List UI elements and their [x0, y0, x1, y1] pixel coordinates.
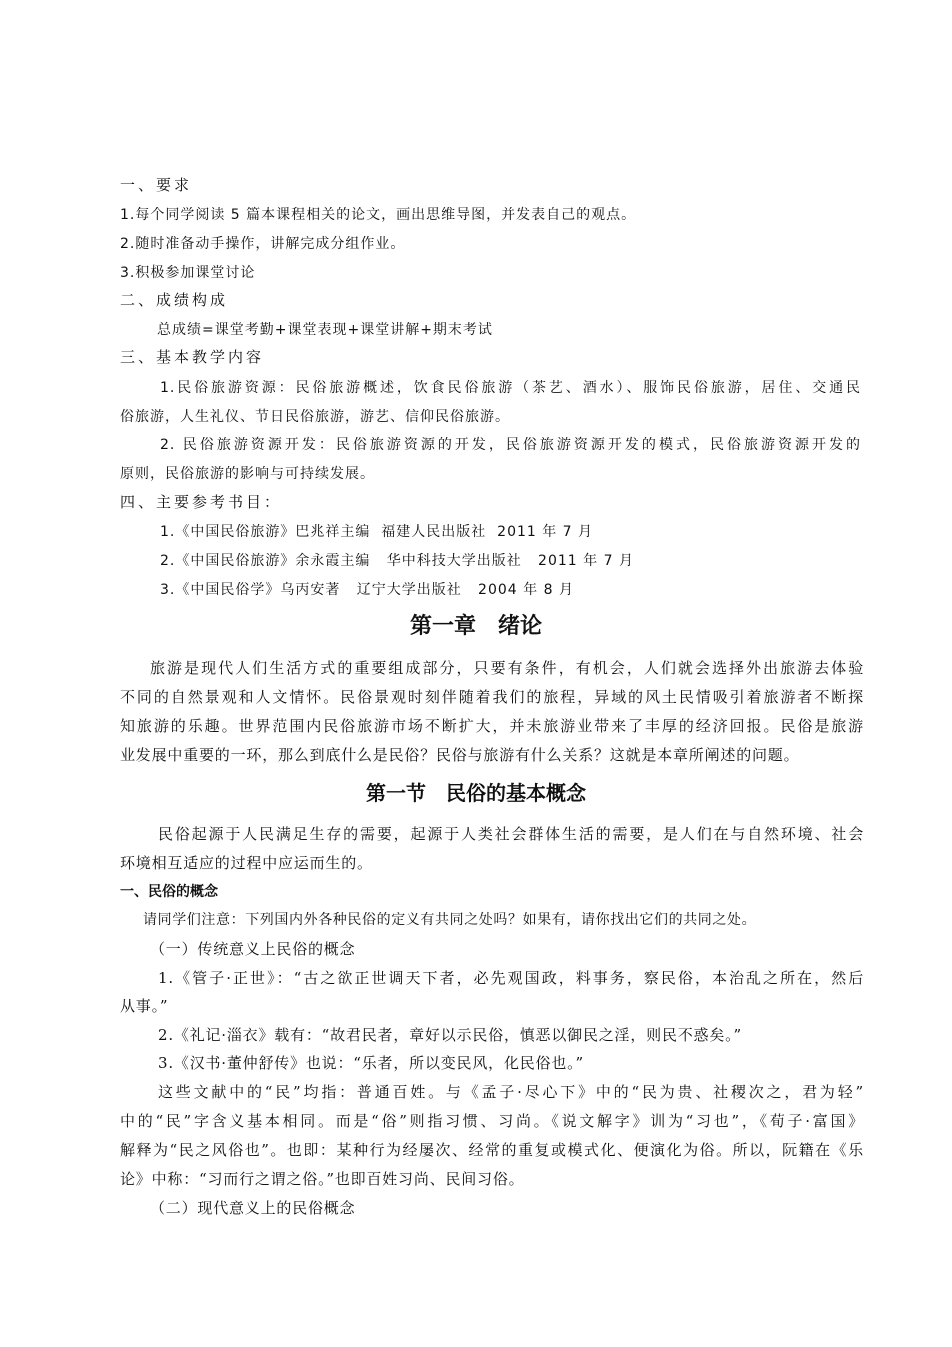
section-intro-line: 民俗起源于人民满足生存的需要，起源于人类社会群体生活的需要，是人们在与自然环境、社会 — [158, 825, 864, 843]
explanation-line: 中的“民”字含义基本相同。而是“俗”则指习惯、习尚。《说文解字》训为“习也”，《荀子·富国》 — [120, 1112, 864, 1130]
requirement-item: 3.积极参加课堂讨论 — [120, 265, 256, 281]
chapter-intro-line: 知旅游的乐趣。世界范围内民俗旅游市场不断扩大，并未旅游业带来了丰厚的经济回报。民俗是旅游 — [120, 717, 864, 735]
modern-concept-heading: （二）现代意义上的民俗概念 — [150, 1199, 356, 1217]
subsection-heading: 一、民俗的概念 — [120, 884, 218, 900]
chapter-intro-line: 业发展中重要的一环，那么到底什么是民俗？民俗与旅游有什么关系？这就是本章所阐述的问题。 — [120, 746, 800, 764]
grading-formula: 总成绩=课堂考勤+课堂表现+课堂讲解+期末考试 — [157, 322, 493, 338]
content-paragraph-1-line-2: 俗旅游，人生礼仪、节日民俗旅游，游艺、信仰民俗旅游。 — [120, 409, 510, 425]
quote-1-line-1: 1.《管子·正世》：“古之欲正世调天下者，必先观国政，料事务，察民俗，本治乱之所在，然后 — [158, 969, 864, 987]
chapter-intro-line: 旅游是现代人们生活方式的重要组成部分，只要有条件，有机会，人们就会选择外出旅游去体验 — [150, 659, 864, 677]
requirement-item: 2.随时准备动手操作，讲解完成分组作业。 — [120, 236, 406, 252]
references-heading: 四、主要参考书目： — [120, 493, 283, 511]
section-title: 第一节 民俗的基本概念 — [366, 781, 586, 805]
content-paragraph-2-line-1: 2. 民俗旅游资源开发：民俗旅游资源的开发，民俗旅游资源开发的模式，民俗旅游资源开发的 — [160, 437, 861, 453]
requirement-item: 1.每个同学阅读 5 篇本课程相关的论文，画出思维导图，并发表自己的观点。 — [120, 207, 637, 223]
content-paragraph-1-line-1: 1.民俗旅游资源：民俗旅游概述，饮食民俗旅游（茶艺、酒水）、服饰民俗旅游，居住、交通民 — [160, 380, 861, 396]
explanation-line: 解释为“民之风俗也”。也即：某种行为经屡次、经常的重复或模式化、便演化为俗。所以，阮籍在《乐 — [120, 1141, 864, 1159]
quote-2: 2.《礼记·淄衣》载有：“故君民者，章好以示民俗，慎恶以御民之淫，则民不惑矣。” — [158, 1026, 742, 1044]
content-paragraph-2-line-2: 原则，民俗旅游的影响与可持续发展。 — [120, 466, 375, 482]
traditional-concept-heading: （一）传统意义上民俗的概念 — [150, 940, 356, 958]
chapter-title: 第一章 绪论 — [409, 614, 542, 639]
explanation-line: 论》中称：“习而行之谓之俗。”也即百姓习尚、民间习俗。 — [120, 1170, 525, 1188]
quote-3: 3.《汉书·董仲舒传》也说：“乐者，所以变民风，化民俗也。” — [158, 1054, 584, 1072]
reference-item: 1.《中国民俗旅游》巴兆祥主编 福建人民出版社 2011 年 7 月 — [160, 524, 594, 540]
requirements-heading: 一、要求 — [120, 176, 193, 194]
chapter-intro-line: 不同的自然景观和人文情怀。民俗景观时刻伴随着我们的旅程，异域的风土民情吸引着旅游者不断探 — [120, 688, 864, 706]
explanation-line: 这些文献中的“民”均指：普通百姓。与《孟子·尽心下》中的“民为贵、社稷次之，君为轻” — [158, 1083, 864, 1101]
grading-heading: 二、成绩构成 — [120, 291, 229, 309]
quote-1-line-2: 从事。” — [120, 997, 169, 1015]
reference-item: 3.《中国民俗学》乌丙安著 辽宁大学出版社 2004 年 8 月 — [160, 582, 574, 598]
reference-item: 2.《中国民俗旅游》余永霞主编 华中科技大学出版社 2011 年 7 月 — [160, 553, 634, 569]
content-heading: 三、基本教学内容 — [120, 348, 265, 366]
study-note: 请同学们注意：下列国内外各种民俗的定义有共同之处吗？如果有，请你找出它们的共同之处。 — [143, 912, 757, 928]
section-intro-line: 环境相互适应的过程中应运而生的。 — [120, 854, 373, 872]
